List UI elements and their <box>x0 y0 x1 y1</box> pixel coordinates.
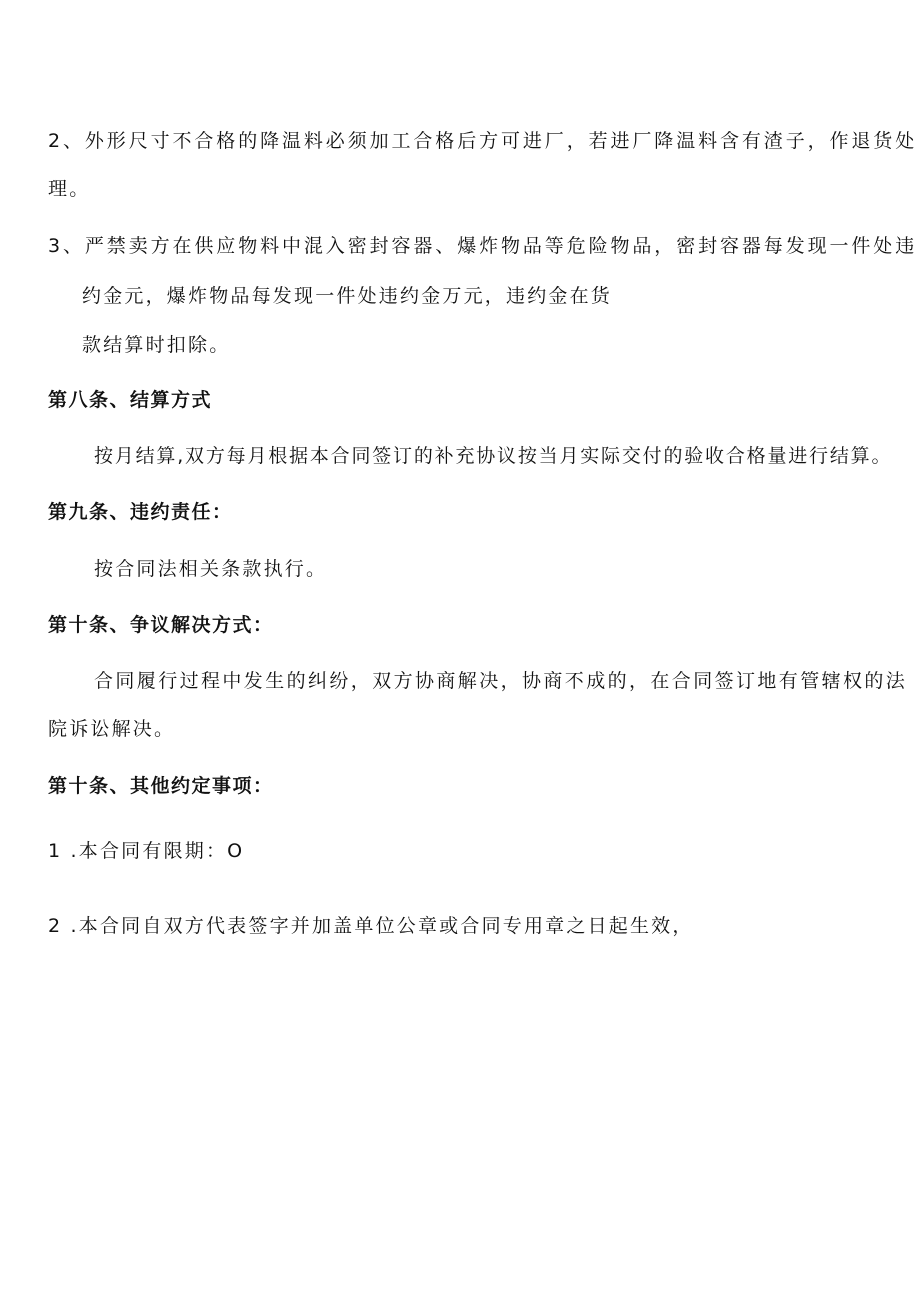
item3-line2: 约金元，爆炸物品每发现一件处违约金万元，违约金在货 <box>82 285 613 307</box>
article10-heading: 第十条、争议解决方式： <box>48 614 274 636</box>
item2-line1: 2、外形尺寸不合格的降温料必须加工合格后方可进厂，若进厂降温料含有渣子，作退货处 <box>48 130 918 152</box>
item2-line2: 理。 <box>48 178 91 200</box>
article9-heading: 第九条、违约责任： <box>48 501 233 523</box>
article10-body-line1: 合同履行过程中发生的纠纷，双方协商解决，协商不成的，在合同签订地有管辖权的法 <box>94 670 908 692</box>
clause-2: 2 .本合同自双方代表签字并加盖单位公章或合同专用章之日起生效， <box>48 915 694 937</box>
article8-heading: 第八条、结算方式 <box>48 389 213 411</box>
article10b-heading: 第十条、其他约定事项： <box>48 775 274 797</box>
item3-line1: 3、严禁卖方在供应物料中混入密封容器、爆炸物品等危险物品，密封容器每发现一件处违 <box>48 235 918 257</box>
article8-body: 按月结算,双方每月根据本合同签订的补充协议按当月实际交付的验收合格量进行结算。 <box>94 445 893 467</box>
article9-body: 按合同法相关条款执行。 <box>94 558 328 580</box>
article10-body-line2: 院诉讼解决。 <box>48 718 176 740</box>
clause-1: 1 .本合同有限期：O <box>48 840 245 862</box>
item3-line3: 款结算时扣除。 <box>82 334 231 356</box>
